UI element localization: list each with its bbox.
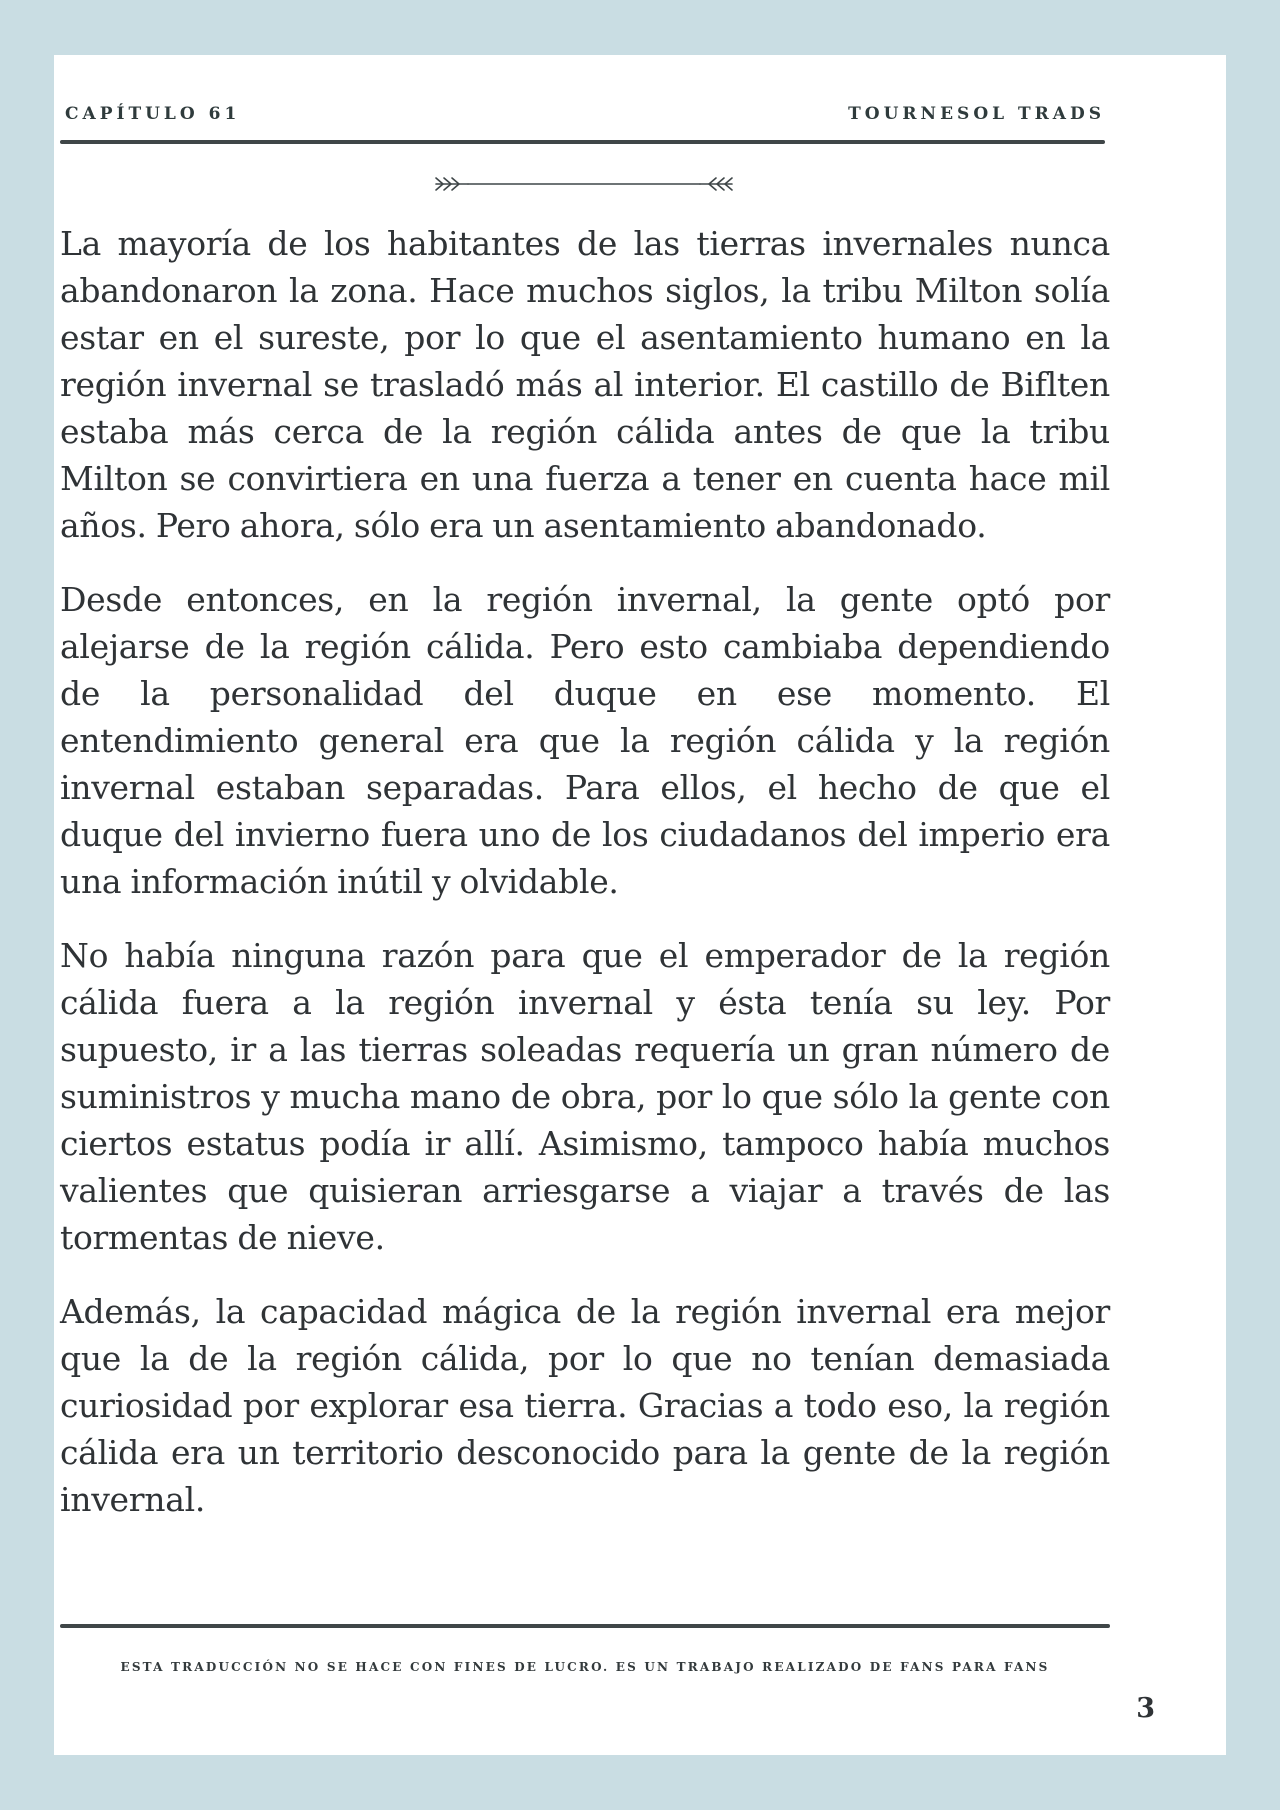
paragraph: Además, la capacidad mágica de la región invernal era mejor que la de la región cálida, por lo que no tenían demasiada curiosidad por explorar esa tierra. Gracias a todo eso, la región cálida era un territorio desconocido para la gente de la región invernal.	[60, 1292, 1110, 1519]
paragraph: No había ninguna razón para que el emperador de la región cálida fuera a la región invernal y ésta tenía su ley. Por supuesto, ir a las tierras soleadas requería un gran número de suministros y mucha mano de obra, por lo que sólo la gente con ciertos estatus podía ir allí. Asimismo, tampoco había muchos valientes que quisieran arriesgarse a viajar a través de las tormentas de nieve.	[60, 936, 1110, 1257]
chapter-body	[60, 220, 1110, 1550]
page-number: 3	[1136, 1693, 1155, 1724]
arrow-divider-icon	[434, 172, 734, 196]
header-divider	[60, 140, 1105, 144]
chapter-title: CAPÍTULO 61	[65, 104, 241, 124]
paragraph: La mayoría de los habitantes de las tierras invernales nunca abandonaron la zona. Hace muchos siglos, la tribu Milton solía estar en el sureste, por lo que el asentamiento humano en la región invernal se trasladó más al interior. El castillo de Biflten estaba más cerca de la región cálida antes de que la tribu Milton se convirtiera en una fuerza a tener en cuenta hace mil años. Pero ahora, sólo era un asentamiento abandonado.	[60, 224, 1110, 545]
paragraph: Desde entonces, en la región invernal, la gente optó por alejarse de la región cálida. Pero esto cambiaba dependiendo de la personalidad del duque en ese momento. El entendimiento general era que la región cálida y la región invernal estaban separadas. Para ellos, el hecho de que el duque del invierno fuera uno de los ciudadanos del imperio era una información inútil y olvidable.	[60, 580, 1110, 901]
group-name: TOURNESOL TRADS	[848, 104, 1105, 124]
disclaimer-note: ESTA TRADUCCIÓN NO SE HACE CON FINES DE LUCRO. ES UN TRABAJO REALIZADO DE FANS PARA FANS	[120, 1660, 1050, 1674]
footer-divider	[60, 1624, 1110, 1628]
